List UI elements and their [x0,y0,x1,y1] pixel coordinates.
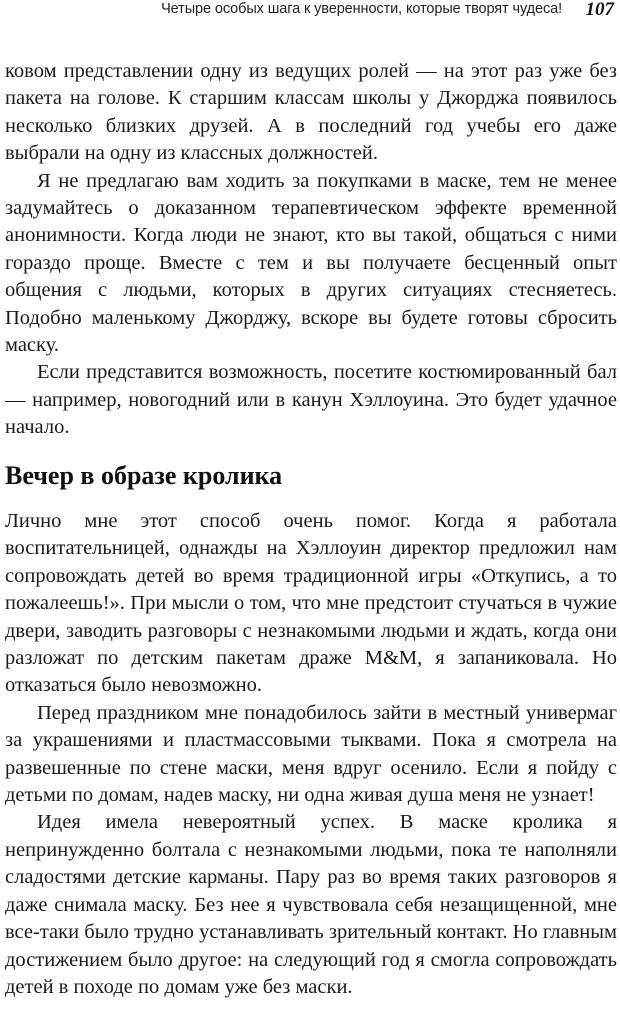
section-heading: Вечер в образе кролика [5,461,283,490]
paragraph: Если представится возможность, посетите костюмированный бал — например, новогодний или в канун Хэллоуина. Это будет удачное начало. [5,361,617,439]
running-header [0,0,620,26]
page-number: 107 [585,0,614,20]
running-title: Четыре особых шага к уверенности, которые творят чудеса! [161,1,562,17]
paragraph: Идея имела невероятный успех. В маске кролика я непринужденно болтала с незнакомыми людьми, пока те наполняли сладостями детские карманы. Пару раз во время таких разговоров я даже снимала маску. Без нее я чувствовала себя незащищенной, мне все-таки было трудно устанавливать зрительный контакт. Но главным достижением было другое: на следующий год я смогла сопровождать детей в походе по домам уже без маски. [5,811,617,998]
section-intro-text [5,58,617,442]
paragraph: Перед праздником мне понадобилось зайти в местный универмаг за украшениями и пластмассовыми тыквами. Пока я смотрела на развешенные по стене маски, меня вдруг осенило. Если я пойду с детьми по домам, надев маску, ни одна живая душа меня не узнает! [5,701,617,807]
section-body-text [5,508,617,1001]
paragraph: Я не предлагаю вам ходить за покупками в маске, тем не менее задумайтесь о доказанном терапевтическом эффекте временной анонимности. Когда люди не знают, кто вы такой, общаться с ними гораздо проще. Вместе с тем и вы получаете бесценный опыт общения с людьми, которых в других ситуациях стесняетесь. Подобно маленькому Джорджу, вскоре вы будете готовы сбросить маску. [5,169,617,357]
paragraph: Лично мне этот способ очень помог. Когда я работала воспитательницей, однажды на Хэллоуин директор предложил нам сопровождать детей во время традиционной игры «Откупись, а то пожалеешь!». При мысли о том, что мне предстоит стучаться в чужие двери, заводить разговоры с незнакомыми людьми и ждать, когда они разложат по детским пакетам драже M&M, я запаниковала. Но отказаться было невозможно. [5,510,617,697]
paragraph: ковом представлении одну из ведущих ролей — на этот раз уже без пакета на голове. К старшим классам школы у Джорджа появилось несколько близких друзей. А в последний год учебы его даже выбрали на одну из классных должностей. [5,60,617,165]
